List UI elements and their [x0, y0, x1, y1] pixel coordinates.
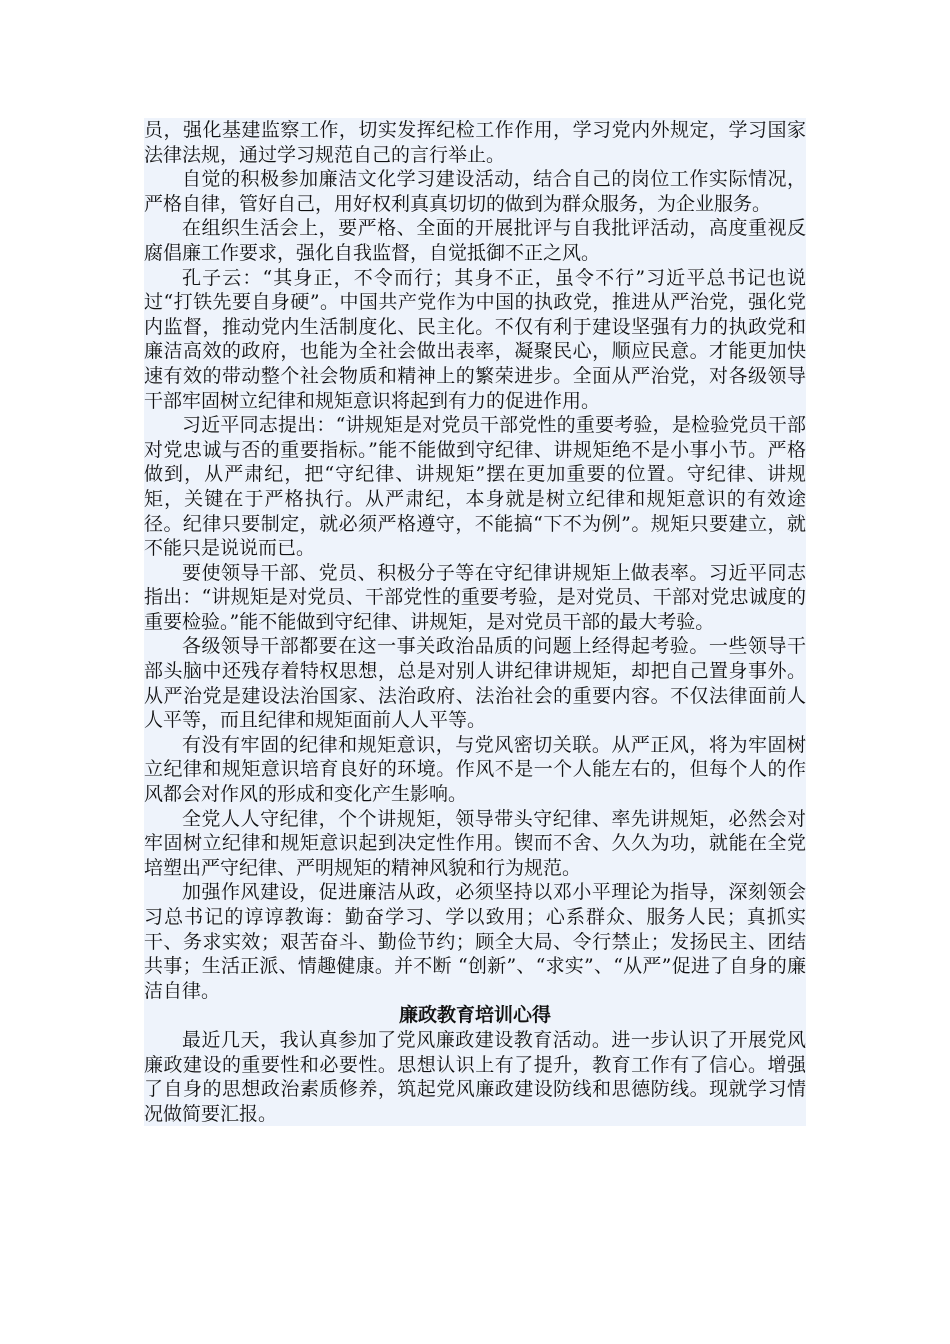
paragraph: 最近几天，我认真参加了党风廉政建设教育活动。进一步认识了开展党风廉政建设的重要性和必要性。思想认识上有了提升，教育工作有了信心。增强了自身的思想政治素质修养，筑起党风廉政建设防线和思德防线。现就学习情况做简要汇报。 — [144, 1028, 806, 1125]
paragraph: 孔子云：“其身正，不令而行；其身不正，虽令不行”习近平总书记也说过“打铁先要自身硬”。中国共产党作为中国的执政党，推进从严治党，强化党内监督，推动党内生活制度化、民主化。不仅有利于建设坚强有力的执政党和廉洁高效的政府，也能为全社会做出表率，凝聚民心，顺应民意。才能更加快速有效的带动整个社会物质和精神上的繁荣进步。全面从严治党，对各级领导干部牢固树立纪律和规矩意识将起到有力的促进作用。 — [144, 266, 806, 412]
section-heading: 廉政教育培训心得 — [398, 1004, 551, 1027]
paragraph: 各级领导干部都要在这一事关政治品质的问题上经得起考验。一些领导干部头脑中还残存着特权思想，总是对别人讲纪律讲规矩，却把自己置身事外。从严治党是建设法治国家、法治政府、法治社会的重要内容。不仅法律面前人人平等，而且纪律和规矩面前人人平等。 — [144, 635, 806, 732]
paragraph: 自觉的积极参加廉洁文化学习建设活动，结合自己的岗位工作实际情况，严格自律，管好自己，用好权利真真切切的做到为群众服务，为企业服务。 — [144, 168, 806, 215]
paragraph-continuation: 员，强化基建监察工作，切实发挥纪检工作作用，学习党内外规定，学习国家法律法规，通过学习规范自己的言行举止。 — [144, 119, 806, 166]
paragraph: 加强作风建设，促进廉洁从政，必须坚持以邓小平理论为指导，深刻领会习总书记的谆谆教诲：勤奋学习、学以致用；心系群众、服务人民；真抓实干、务求实效；艰苦奋斗、勤俭节约；顾全大局、令行禁止；发扬民主、团结共事；生活正派、情趣健康。并不断 “创新”、“求实”、“从严”促进了自身的廉洁自律。 — [144, 881, 806, 1002]
document-body — [144, 118, 806, 1126]
paragraph: 有没有牢固的纪律和规矩意识，与党风密切关联。从严正风，将为牢固树立纪律和规矩意识培育良好的环境。作风不是一个人能左右的，但每个人的作风都会对作风的形成和变化产生影响。 — [144, 733, 806, 806]
paragraph: 在组织生活会上，要严格、全面的开展批评与自我批评活动，高度重视反腐倡廉工作要求，强化自我监督，自觉抵御不正之风。 — [144, 217, 806, 264]
paragraph: 要使领导干部、党员、积极分子等在守纪律讲规矩上做表率。习近平同志指出：“讲规矩是对党员、干部党性的重要考验，是对党员、干部对党忠诚度的重要检验。”能不能做到守纪律、讲规矩，是对党员干部的最大考验。 — [144, 561, 806, 633]
paragraph: 全党人人守纪律，个个讲规矩，领导带头守纪律、率先讲规矩，必然会对牢固树立纪律和规矩意识起到决定性作用。锲而不舍、久久为功，就能在全党培塑出严守纪律、严明规矩的精神风貌和行为规范。 — [144, 807, 806, 879]
paragraph: 习近平同志提出：“讲规矩是对党员干部党性的重要考验，是检验党员干部对党忠诚与否的重要指标。”能不能做到守纪律、讲规矩绝不是小事小节。严格做到，从严肃纪，把“守纪律、讲规矩”摆在更加重要的位置。守纪律、讲规矩，关键在于严格执行。从严肃纪，本身就是树立纪律和规矩意识的有效途径。纪律只要制定，就必须严格遵守，不能搞“下不为例”。规矩只要建立，就不能只是说说而已。 — [144, 414, 806, 560]
